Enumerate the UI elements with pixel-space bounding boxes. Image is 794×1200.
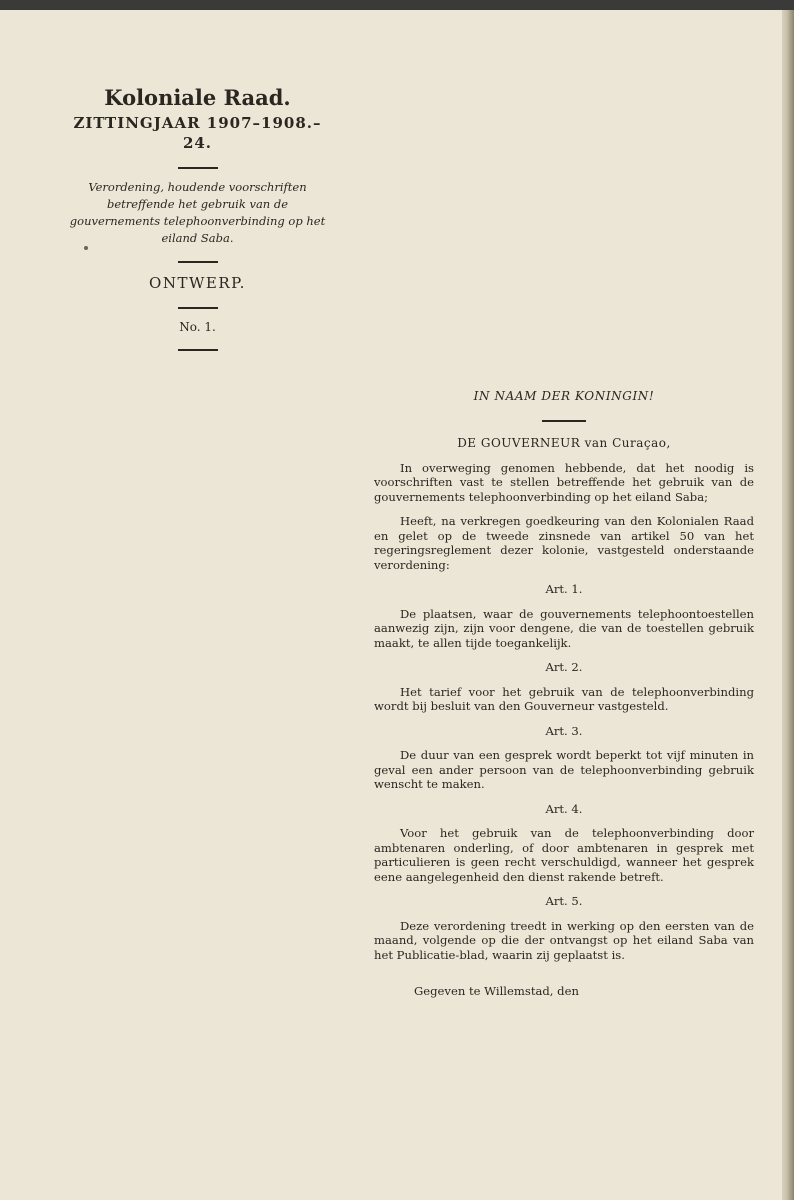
article-text: Deze verordening treedt in werking op den eersten van de maand, volgende op die der ontvangst op het eiland Saba van het Publicatie-blad, waarin zij geplaatst is. <box>374 918 754 962</box>
page-edge-shadow <box>782 10 794 1200</box>
governor-line: DE GOUVERNEUR van Curaçao, <box>457 436 671 450</box>
article-text: De plaatsen, waar de gouvernements telephoontoestellen aanwezig zijn, zijn voor dengene, die van de toestellen gebruik maakt, te allen tijde toegankelijk. <box>374 606 754 650</box>
draft-number: No. 1. <box>179 320 216 334</box>
council-title: Koloniale Raad. <box>104 85 291 110</box>
ordinance-title: Verordening, houdende voorschriften betreffende het gebruik van de gouvernements telephoonverbinding op het eiland Saba. <box>69 180 326 245</box>
article-text: Het tarief voor het gebruik van de telephoonverbinding wordt bij besluit van den Gouverneur vastgesteld. <box>374 684 754 713</box>
enactment-paragraph: Heeft, na verkregen goedkeuring van den Kolonialen Raad en gelet op de tweede zinsnede van artikel 50 van het regeringsreglement dezer kolonie, vastgesteld onderstaande verordening: <box>374 514 754 572</box>
document-page <box>0 10 782 1200</box>
ordinance-body <box>374 388 754 999</box>
article-heading: Art. 2. <box>545 660 583 674</box>
article-text: Voor het gebruik van de telephoonverbinding door ambtenaren onderling, of door ambtenaren in gesprek met particulieren is geen recht verschuldigd, wanneer het gesprek eene aangelegenheid den dienst rakende betreft. <box>374 826 754 884</box>
article-heading: Art. 5. <box>545 894 583 908</box>
divider <box>178 307 218 309</box>
divider <box>542 420 586 422</box>
draft-label: ONTWERP. <box>149 274 246 292</box>
article-heading: Art. 4. <box>545 801 583 816</box>
divider <box>178 261 218 263</box>
article-heading: Art. 3. <box>545 723 583 738</box>
article-heading: Art. 1. <box>545 582 583 596</box>
session-year: ZITTINGJAAR 1907–1908.–24. <box>73 114 322 152</box>
ink-speck <box>84 246 88 250</box>
divider <box>178 167 218 169</box>
considering-paragraph: In overweging genomen hebbende, dat het noodig is voorschriften vast te stellen betreffende het gebruik van de gouvernements telephoonverbinding op het eiland Saba; <box>374 460 754 504</box>
invocation: IN NAAM DER KONINGIN! <box>473 389 655 403</box>
header-block <box>60 85 335 361</box>
given-at-line: Gegeven te Willemstad, den <box>414 984 579 998</box>
divider <box>178 349 218 351</box>
article-text: De duur van een gesprek wordt beperkt tot vijf minuten in geval een ander persoon van de telephoonverbinding gebruik wenscht te maken. <box>374 748 754 791</box>
